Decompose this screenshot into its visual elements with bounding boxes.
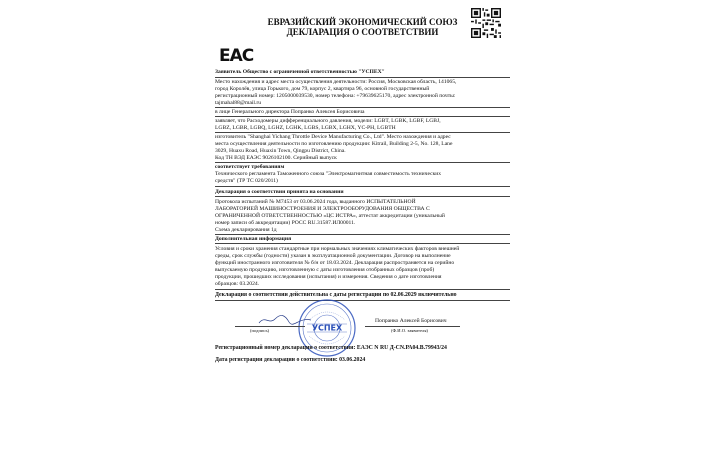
manufacturer-line: 3029, Huaxu Road, Huaxin Town, Qingpu District, China. [215,148,346,154]
divider [215,107,510,108]
product-line: LGBZ, LGBR, LGBQ, LGHZ, LGHK, LGBS, LGBX, LGHX, YC-PH, LGBTH [215,125,396,131]
eac-logo: ЕАС [219,46,254,66]
declaration-document [215,8,510,444]
applicant-address-line: город Королёв, улица Горького, дом 79, корпус 2, квартира 96, основной государственный [215,86,430,92]
divider [215,77,510,78]
additional-line: функций иностранного изготовителя № б/н от 18.03.2024. Декларация распространяется на серийно [215,260,455,266]
divider [215,132,510,133]
basis-line: номер записи об аккредитации) РОСС RU.31587.ИЛ00011. [215,220,356,226]
registration-number: Регистрационный номер декларации о соответствии: ЕАЭС N RU Д-CN.РА04.В.79943/24 [215,345,447,351]
divider [215,234,510,235]
validity-line: Декларация о соответствии действительна с даты регистрации по 02.06.2029 включительно [215,292,457,298]
applicant-address-line: Место нахождения и адрес места осуществления деятельности: Россия, Московская область, 141065, [215,79,457,85]
basis-line: ЛАБОРАТОРИЕЙ МАШИНОСТРОЕНИЯ И ЭЛЕКТРООБОРУДОВАНИЯ ОБЩЕСТВА С [215,206,430,212]
name-line [365,326,460,327]
additional-line: образцов: 03.2024. [215,281,260,287]
additional-line: среды, срок службы (годности) указан в эксплуатационной документации. Договор на выполнение [215,253,451,259]
additional-title: Дополнительная информация [215,236,292,242]
applicant-address-line: регистрационный номер: 1205000039530, номер телефона: +79639625170, адрес электронной почты: [215,93,456,99]
basis-line: Схема декларирования 1д [215,227,277,233]
manufacturer-line: изготовитель "Shanghai Yichang Throttle Device Manufacturing Co., Ltd". Место нахождения и адрес [215,134,451,140]
additional-line: Условия и сроки хранения стандартные при нормальных значениях климатических факторов внешней [215,246,460,252]
requirements-line: Технического регламента Таможенного союза "Электромагнитная совместимость технических [215,171,442,177]
header-declaration-title: ДЕКЛАРАЦИЯ О СООТВЕТСТВИИ [286,27,439,37]
divider [215,186,510,187]
signer-name: Попранко Алексей Борисович [375,318,447,324]
signature-line [235,326,305,327]
stamp-text: УСПЕХ [311,323,343,333]
divider [215,116,510,117]
name-caption: (Ф.И.О. заявителя) [391,328,428,333]
additional-line: выпускаемую продукцию, изготовленную с даты изготовления отобранных образцов (проб) [215,267,435,273]
divider [215,196,510,197]
basis-line: ОГРАНИЧЕННОЙ ОТВЕТСТВЕННОСТЬЮ «ЦС ИСТРА», аттестат аккредитации (уникальный [215,213,445,219]
basis-title: Декларация о соответствии принята на основании [215,189,344,195]
registration-date: Дата регистрации декларации о соответствии: 03.06.2024 [215,357,366,363]
product-line: заявляет, что Расходомеры дифференциального давления, модели: LGBT, LGBK, LGBF, LGBJ, [215,118,441,124]
signature-caption: (подпись) [250,328,270,333]
applicant-email: tajmahal88@mail.ru [215,100,262,106]
applicant-representative: в лице Генерального директора Попранко Алексея Борисовича [215,109,365,115]
divider [215,243,510,244]
signature-scribble [255,313,315,327]
applicant-name: Заявитель Общество с ограниченной ответственностью "УСПЕХ" [215,69,385,75]
divider [215,289,510,290]
basis-line: Протокола испытаний № М7453 от 03.06.2024 года, выданного ИСПЫТАТЕЛЬНОЙ [215,199,416,205]
requirements-title: соответствует требованиям [215,164,285,170]
divider [215,162,510,163]
header-union-title: ЕВРАЗИЙСКИЙ ЭКОНОМИЧЕСКИЙ СОЮЗ [267,17,458,27]
requirements-line: средств" (ТР ТС 020/2011) [215,178,278,184]
additional-line: продукции, прошедших исследования (испытания) и измерения. Сведения о дате изготовления [215,274,442,280]
divider [215,300,510,301]
manufacturer-line: места осуществления деятельности по изготовлению продукции: Kitrail, Building 2-5, No. 128, Lane [215,141,453,147]
hs-code-line: Код ТН ВЭД ЕАЭС 9026102100. Серийный выпуск [215,155,337,161]
